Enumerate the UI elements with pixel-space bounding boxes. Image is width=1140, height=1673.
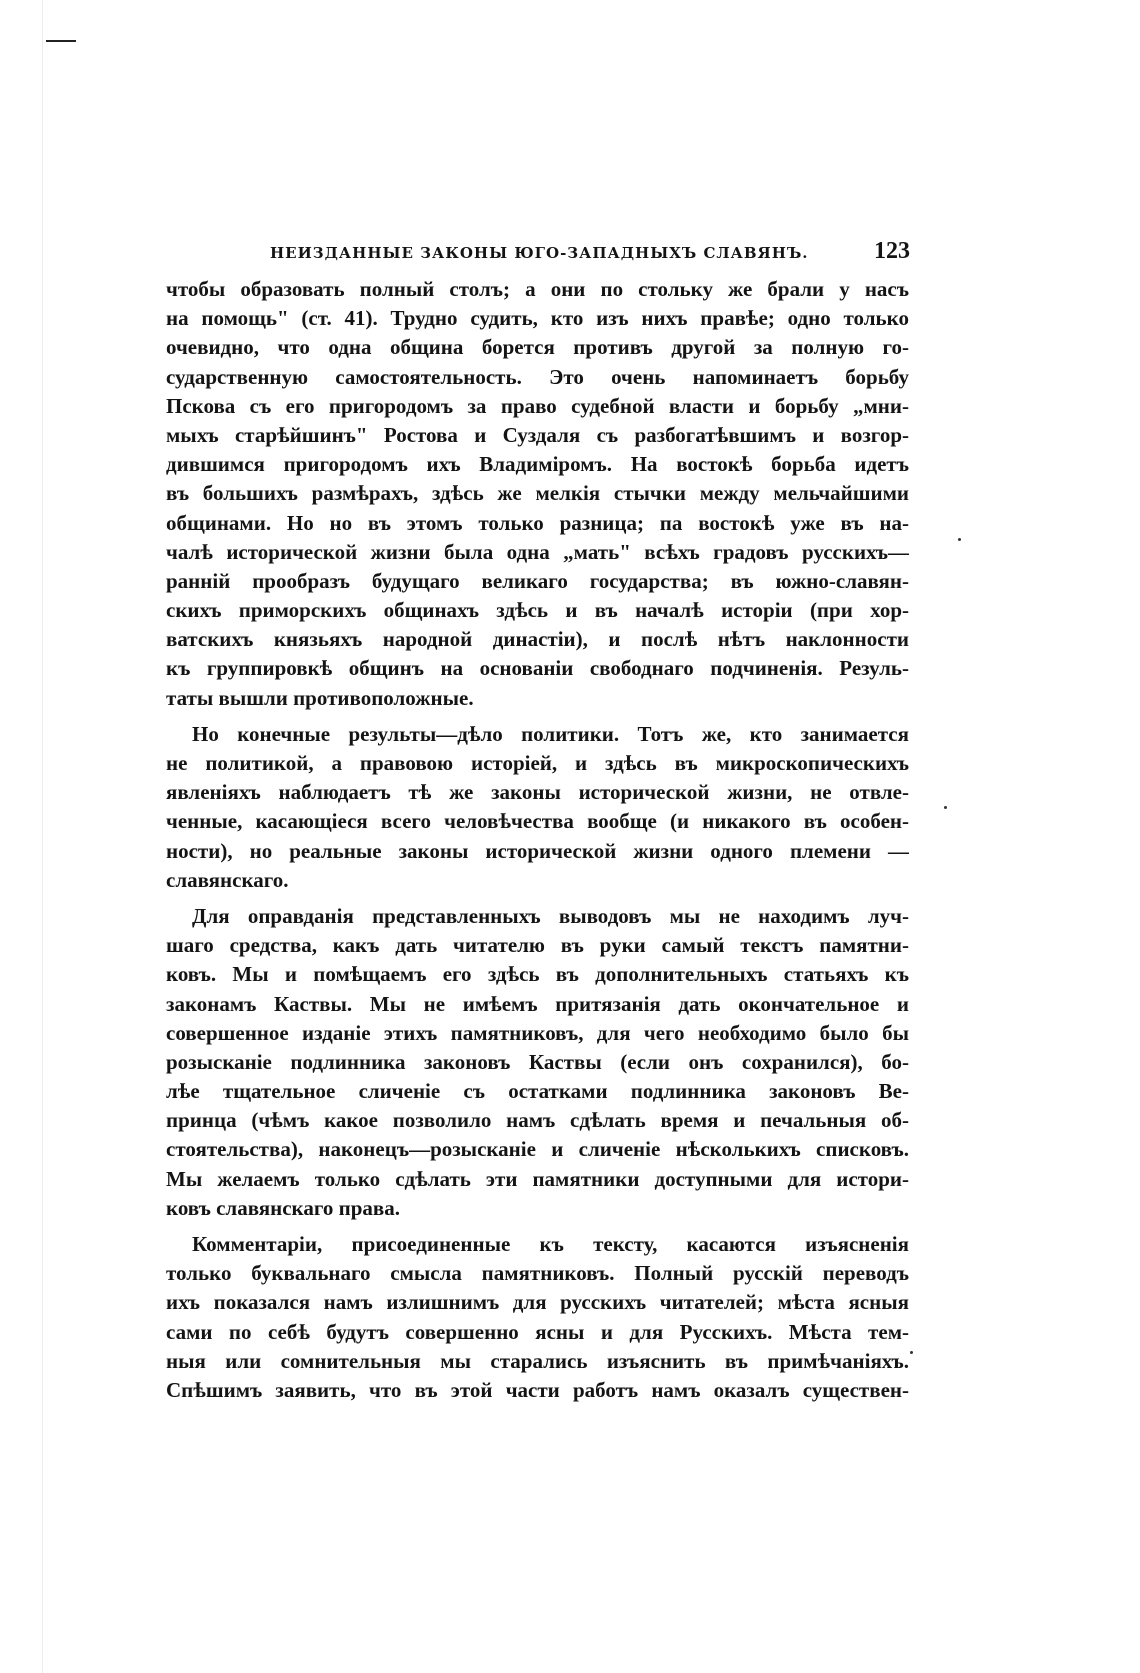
- text-line: ватскихъ князьяхъ народной династіи), и послѣ нѣтъ наклонности: [166, 627, 909, 652]
- text-line: чтобы образовать полный столъ; а они по стольку же брали у насъ: [166, 277, 909, 301]
- text-line: розысканіе подлинника законовъ Каствы (если онъ сохранился), бо-: [166, 1049, 909, 1074]
- stray-mark: [958, 538, 961, 541]
- text-line: сами по себѣ будутъ совершенно ясны и для Русскихъ. Мѣста тем-: [166, 1319, 909, 1344]
- text-line: шаго средства, какъ дать читателю въ руки самый текстъ памятни-: [166, 933, 909, 958]
- text-line: Спѣшимъ заявить, что въ этой части работъ намъ оказалъ существен-: [166, 1377, 909, 1402]
- paragraph-3: [166, 902, 909, 1223]
- text-line: ности), но реальные законы исторической жизни одного племени —: [166, 838, 909, 863]
- page-number: 123: [874, 238, 910, 264]
- paragraph-2: [166, 720, 909, 895]
- body-text: [166, 275, 909, 1405]
- text-line: къ группировкѣ общинъ на основаніи свободнаго подчиненія. Резуль-: [166, 656, 909, 681]
- paragraph-4: [166, 1230, 909, 1405]
- text-line: на помощь" (ст. 41). Трудно судить, кто изъ нихъ правѣе; одно только: [166, 306, 909, 331]
- text-line: дившимся пригородомъ ихъ Владиміромъ. На востокѣ борьба идетъ: [166, 452, 909, 477]
- text-line: ченные, касающіеся всего человѣчества вообще (и никакого въ особен-: [166, 809, 909, 834]
- text-line: Мы желаемъ только сдѣлать эти памятники доступными для истори-: [166, 1166, 909, 1191]
- text-line: ковъ. Мы и помѣщаемъ его здѣсь въ дополнительныхъ статьяхъ къ: [166, 962, 909, 987]
- text-line: стоятельства), наконецъ—розысканіе и сличеніе нѣсколькихъ списковъ.: [166, 1137, 909, 1162]
- text-line: въ большихъ размѣрахъ, здѣсь же мелкія стычки между мельчайшими: [166, 481, 909, 506]
- page-header: [270, 238, 910, 265]
- text-line: только буквальнаго смысла памятниковъ. Полный русскій переводъ: [166, 1261, 909, 1286]
- stray-mark: [910, 1351, 913, 1354]
- text-line: законамъ Каствы. Мы не имѣемъ притязанія дать окончательное и: [166, 991, 909, 1016]
- text-line: ныя или сомнительныя мы старались изъяснить въ примѣчаніяхъ.: [166, 1348, 909, 1373]
- text-line: очевидно, что одна община борется противъ другой за полную го-: [166, 335, 909, 360]
- text-line: ранній прообразъ будущаго великаго государства; въ южно-славян-: [166, 568, 909, 593]
- text-line: ихъ показался намъ излишнимъ для русскихъ читателей; мѣста ясныя: [166, 1290, 909, 1315]
- text-line: не политикой, а правовою исторіей, и здѣсь въ микроскопическихъ: [166, 751, 909, 775]
- text-line: славянскаго.: [166, 867, 289, 892]
- text-line: общинами. Но но въ этомъ только разница; па востокѣ уже въ на-: [166, 510, 909, 535]
- page-edge-mark: [46, 40, 76, 42]
- text-line: Пскова съ его пригородомъ за право судебной власти и борьбу „мни-: [166, 393, 909, 418]
- text-line: Комментаріи, присоединенные къ тексту, касаются изъясненія: [192, 1232, 909, 1256]
- scan-border: [42, 0, 43, 1673]
- text-line: принца (чѣмъ какое позволило намъ сдѣлать время и печальныя об-: [166, 1108, 909, 1133]
- paragraph-1: [166, 275, 909, 713]
- text-line: явленіяхъ наблюдаетъ тѣ же законы исторической жизни, не отвле-: [166, 780, 909, 805]
- text-line: сударственную самостоятельность. Это очень напоминаетъ борьбу: [166, 364, 909, 389]
- text-line: ковъ славянскаго права.: [166, 1195, 400, 1220]
- running-title: НЕИЗДАННЫЕ ЗАКОНЫ ЮГО-ЗАПАДНЫХЪ СЛАВЯНЪ.: [270, 244, 809, 262]
- text-line: таты вышли противоположные.: [166, 685, 474, 710]
- text-line: Для оправданія представленныхъ выводовъ мы не находимъ луч-: [192, 903, 909, 928]
- text-line: совершенное изданіе этихъ памятниковъ, для чего необходимо было бы: [166, 1020, 909, 1045]
- text-line: чалѣ исторической жизни была одна „мать" всѣхъ градовъ русскихъ—: [166, 539, 909, 564]
- text-line: скихъ приморскихъ общинахъ здѣсь и въ началѣ исторіи (при хор-: [166, 598, 909, 623]
- text-line: лѣе тщательное сличеніе съ остатками подлинника законовъ Ве-: [166, 1079, 909, 1104]
- text-line: Но конечные результы—дѣло политики. Тотъ же, кто занимается: [192, 721, 909, 746]
- stray-mark: [944, 806, 947, 809]
- text-line: мыхъ старѣйшинъ" Ростова и Суздаля съ разбогатѣвшимъ и возгор-: [166, 422, 909, 447]
